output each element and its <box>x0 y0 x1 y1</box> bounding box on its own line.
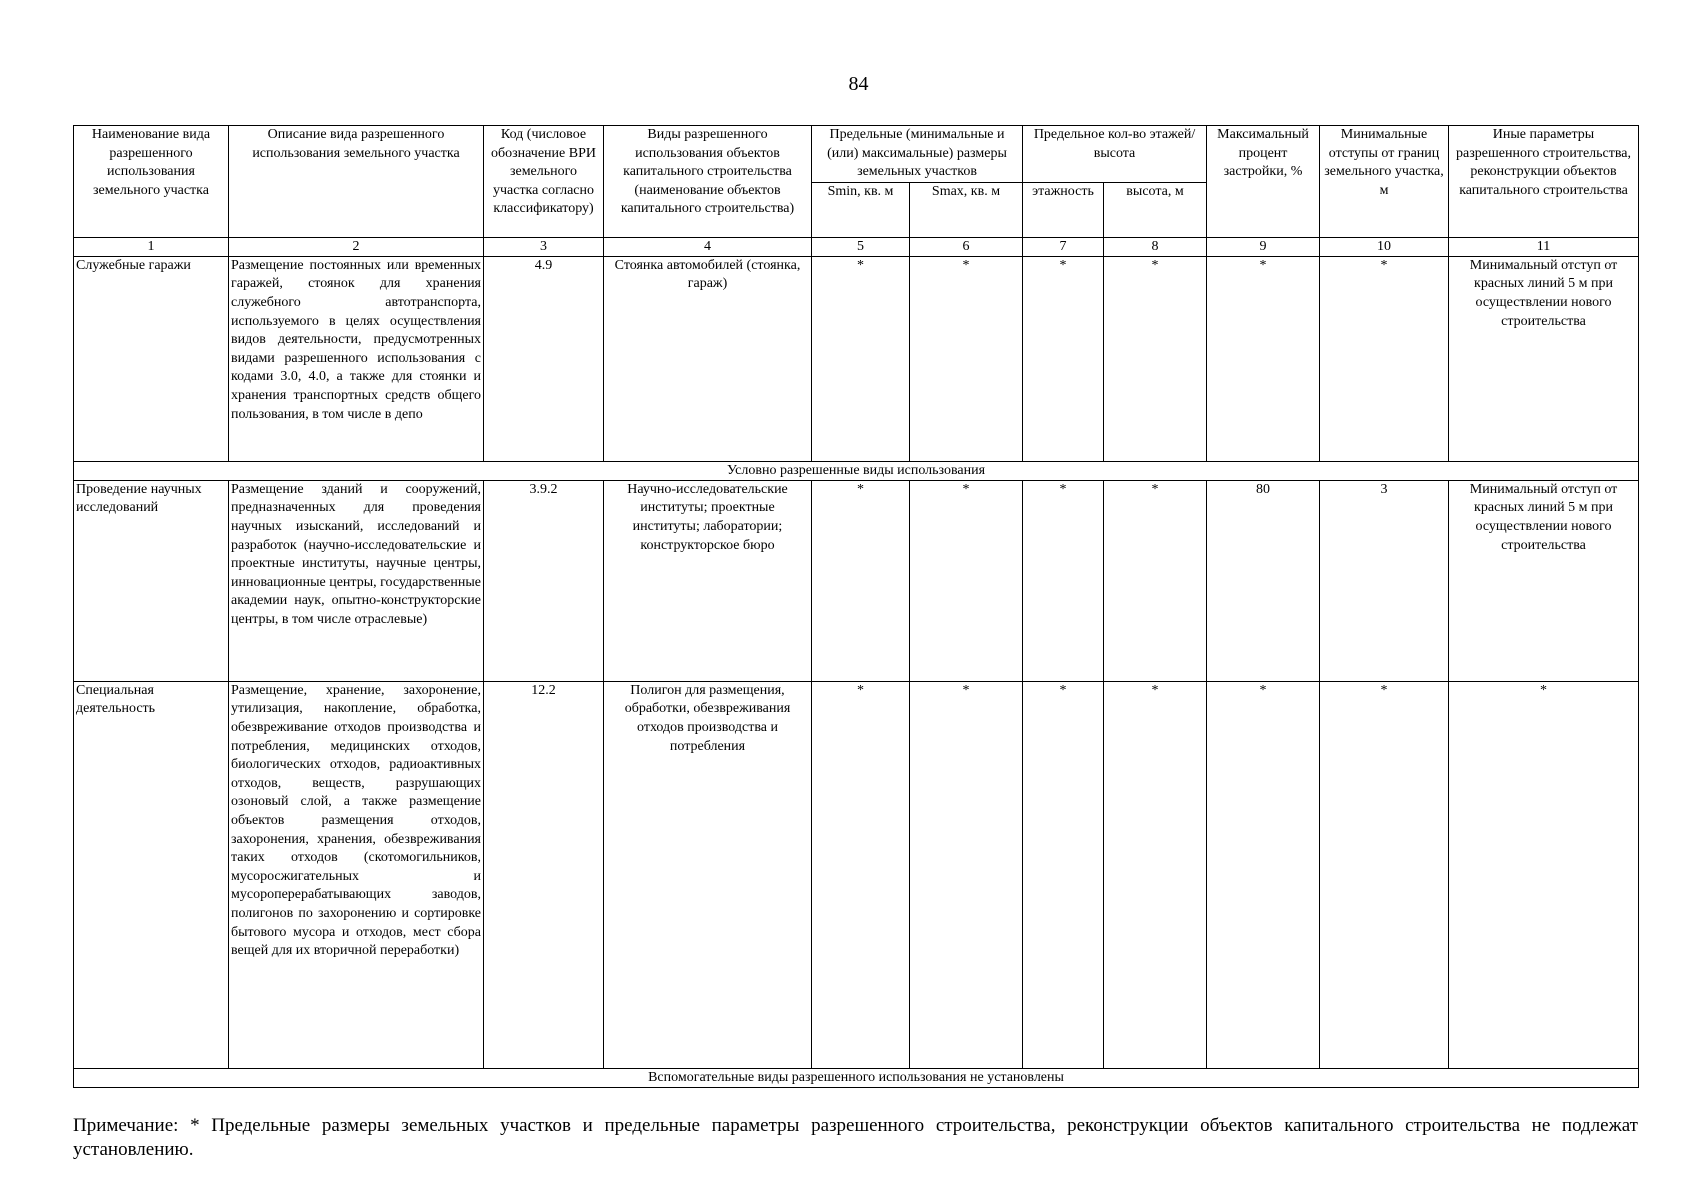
col-number: 6 <box>910 237 1023 256</box>
row-smin: * <box>812 256 910 461</box>
row-name: Специальная деятельность <box>74 681 229 1068</box>
land-use-table <box>73 125 1639 1088</box>
row-smin: * <box>812 480 910 681</box>
row-description: Размещение зданий и сооружений, предназначенных для проведения научных изысканий, исследований и разработок (научно-исследовательские и проектные институты, научные центры, инновационные центры, государственные академии наук, опытно-конструкторские центры, в том числе отраслевые) <box>229 480 484 681</box>
row-description: Размещение постоянных или временных гаражей, стоянок для хранения служебного автотранспорта, используемого в целях осуществления видов деятельности, предусмотренных видами разрешенного использования с кодами 3.0, 4.0, а также для стоянки и хранения транспортных средств общего пользования, в том числе в депо <box>229 256 484 461</box>
row-objects: Полигон для размещения, обработки, обезвреживания отходов производства и потребления <box>604 681 812 1068</box>
col-number: 4 <box>604 237 812 256</box>
header-other: Иные параметры разрешенного строительства, реконструкции объектов капитального строительства <box>1449 126 1639 238</box>
header-code: Код (числовое обозначение ВРИ земельного участка согласно классификатору) <box>484 126 604 238</box>
row-smin: * <box>812 681 910 1068</box>
row-floors: * <box>1023 681 1104 1068</box>
header-size-group: Предельные (минимальные и (или) максимальные) размеры земельных участков <box>812 126 1023 183</box>
col-number: 11 <box>1449 237 1639 256</box>
row-other: * <box>1449 681 1639 1068</box>
header-setback: Минимальные отступы от границ земельного участка, м <box>1320 126 1449 238</box>
row-percent: * <box>1207 681 1320 1068</box>
row-floors: * <box>1023 480 1104 681</box>
row-smax: * <box>910 256 1023 461</box>
row-floors: * <box>1023 256 1104 461</box>
table-row-service-garages <box>74 256 1639 461</box>
col-number: 9 <box>1207 237 1320 256</box>
row-objects: Стоянка автомобилей (стоянка, гараж) <box>604 256 812 461</box>
col-number: 2 <box>229 237 484 256</box>
section-conditional-label: Условно разрешенные виды использования <box>74 461 1639 480</box>
col-number: 3 <box>484 237 604 256</box>
row-code: 4.9 <box>484 256 604 461</box>
column-number-row <box>74 237 1639 256</box>
row-smax: * <box>910 480 1023 681</box>
row-setback: * <box>1320 681 1449 1068</box>
header-description: Описание вида разрешенного использования земельного участка <box>229 126 484 238</box>
header-floors: этажность <box>1023 182 1104 237</box>
row-setback: 3 <box>1320 480 1449 681</box>
row-code: 3.9.2 <box>484 480 604 681</box>
header-smax: Smax, кв. м <box>910 182 1023 237</box>
row-objects: Научно-исследовательские институты; проектные институты; лаборатории; конструкторское бюро <box>604 480 812 681</box>
col-number: 8 <box>1104 237 1207 256</box>
section-conditional-row <box>74 461 1639 480</box>
row-height: * <box>1104 681 1207 1068</box>
row-height: * <box>1104 256 1207 461</box>
col-number: 1 <box>74 237 229 256</box>
section-auxiliary-label: Вспомогательные виды разрешенного использования не установлены <box>74 1068 1639 1087</box>
table-row-scientific-research <box>74 480 1639 681</box>
section-auxiliary-row <box>74 1068 1639 1087</box>
header-height: высота, м <box>1104 182 1207 237</box>
row-percent: 80 <box>1207 480 1320 681</box>
header-objects: Виды разрешенного использования объектов капитального строительства (наименование объектов капитального строительства) <box>604 126 812 238</box>
col-number: 10 <box>1320 237 1449 256</box>
col-number: 7 <box>1023 237 1104 256</box>
header-percent: Максимальный процент застройки, % <box>1207 126 1320 238</box>
table-row-special-activity <box>74 681 1639 1068</box>
col-number: 5 <box>812 237 910 256</box>
page-number: 84 <box>848 73 869 95</box>
footnote: Примечание: * Предельные размеры земельных участков и предельные параметры разрешенного строительства, реконструкции объектов капитального строительства не подлежат установлению. <box>73 1115 1638 1160</box>
row-smax: * <box>910 681 1023 1068</box>
row-description: Размещение, хранение, захоронение, утилизация, накопление, обработка, обезвреживание отходов производства и потребления, медицинских отходов, биологических отходов, радиоактивных отходов, веществ, разрушающих озоновый слой, а также размещение объектов размещения отходов, захоронения, хранения, обезвреживания таких отходов (скотомогильников, мусоросжигательных и мусороперерабатывающих заводов, полигонов по захоронению и сортировке бытового мусора и отходов, мест сбора вещей для их вторичной переработки) <box>229 681 484 1068</box>
row-code: 12.2 <box>484 681 604 1068</box>
header-floors-group: Предельное кол-во этажей/высота <box>1023 126 1207 183</box>
row-percent: * <box>1207 256 1320 461</box>
header-row-1 <box>74 126 1639 183</box>
header-name: Наименование вида разрешенного использования земельного участка <box>74 126 229 238</box>
header-smin: Smin, кв. м <box>812 182 910 237</box>
row-other: Минимальный отступ от красных линий 5 м при осуществлении нового строительства <box>1449 256 1639 461</box>
row-height: * <box>1104 480 1207 681</box>
row-name: Проведение научных исследований <box>74 480 229 681</box>
row-other: Минимальный отступ от красных линий 5 м при осуществлении нового строительства <box>1449 480 1639 681</box>
row-name: Служебные гаражи <box>74 256 229 461</box>
row-setback: * <box>1320 256 1449 461</box>
